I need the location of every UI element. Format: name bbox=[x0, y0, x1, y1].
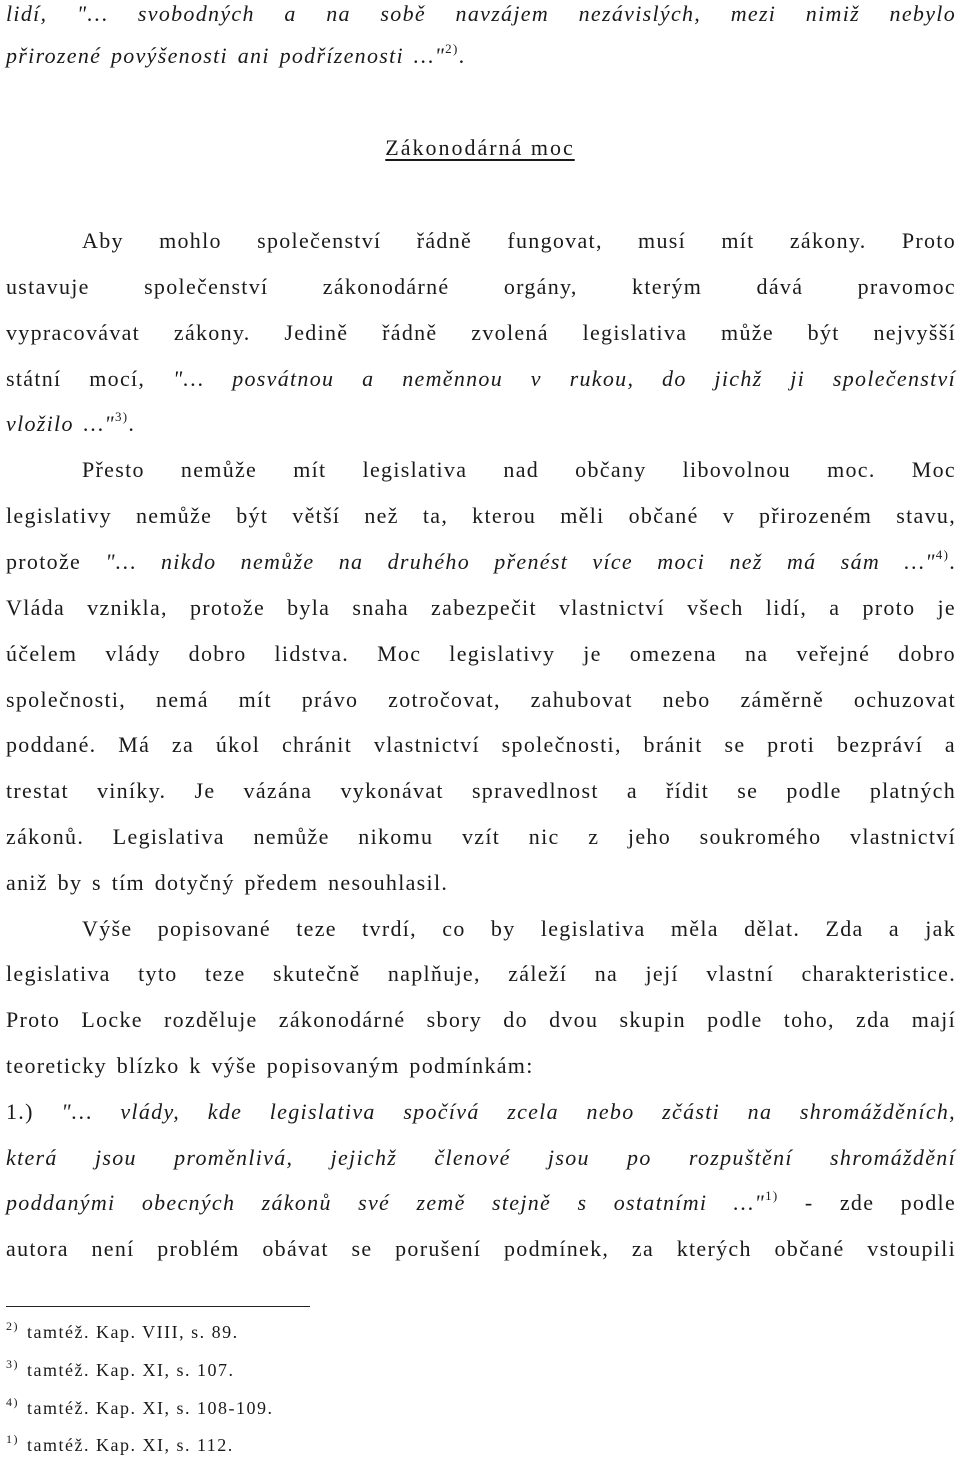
text-line bbox=[6, 319, 956, 347]
text-line bbox=[6, 686, 956, 714]
quote-segment: "… nikdo nemůže na druhého přenést více moci než má sám …" bbox=[105, 549, 936, 574]
text-segment: legislativy nemůže být větší než ta, kterou měli občané v přirozeném stavu, bbox=[6, 503, 956, 528]
text-line bbox=[82, 915, 956, 943]
text-line bbox=[6, 1235, 956, 1263]
footnote-mark: 3) bbox=[6, 1357, 19, 1371]
text-line bbox=[6, 548, 956, 576]
footnote bbox=[6, 1321, 239, 1343]
quote-segment: vložilo …" bbox=[6, 411, 115, 436]
text-segment: poddané. Má za úkol chránit vlastnictví společnosti, bránit se proti bezpráví a bbox=[6, 732, 956, 757]
footnote bbox=[6, 1397, 273, 1419]
text-segment: zákonů. Legislativa nemůže nikomu vzít nic z jeho soukromého vlastnictví bbox=[6, 824, 956, 849]
footnote-text: tamtéž. Kap. XI, s. 112. bbox=[27, 1435, 234, 1455]
quote-segment: která jsou proměnlivá, jejichž členové jsou po rozpuštění shromáždění bbox=[6, 1145, 956, 1170]
text-line bbox=[6, 640, 956, 668]
footnote-text: tamtéž. Kap. VIII, s. 89. bbox=[27, 1322, 239, 1342]
text-segment: vypracovávat zákony. Jedině řádně zvolená legislativa může být nejvyšší bbox=[6, 320, 956, 345]
footnote-text: tamtéž. Kap. XI, s. 107. bbox=[27, 1360, 235, 1380]
footnote-mark: 4) bbox=[6, 1395, 19, 1409]
text-segment: teoreticky blízko k výše popisovaným podmínkám: bbox=[6, 1053, 534, 1078]
text-segment: 1.) bbox=[6, 1099, 62, 1124]
text-line bbox=[6, 502, 956, 530]
footnote-ref: 1) bbox=[765, 1187, 779, 1203]
text-segment: protože bbox=[6, 549, 106, 574]
section-heading: Zákonodárná moc bbox=[385, 135, 575, 160]
text-segment: . bbox=[128, 411, 136, 436]
text-segment: Aby mohlo společenství řádně fungovat, musí mít zákony. Proto bbox=[82, 228, 956, 253]
text-segment: aniž by s tím dotyčný předem nesouhlasil. bbox=[6, 870, 449, 895]
text-line bbox=[6, 410, 956, 438]
footnote-text: tamtéž. Kap. XI, s. 108-109. bbox=[27, 1398, 274, 1418]
quote-segment: "… posvátnou a neměnnou v rukou, do jichž ji společenství bbox=[173, 366, 956, 391]
text-segment: legislativa tyto teze skutečně naplňuje, záleží na její vlastní charakteristice. bbox=[6, 961, 956, 986]
text-segment: Vláda vznikla, protože byla snaha zabezpečit vlastnictví všech lidí, a proto je bbox=[6, 595, 956, 620]
text-line bbox=[6, 869, 956, 897]
footnote-ref: 3) bbox=[114, 408, 129, 424]
text-line bbox=[6, 1098, 956, 1126]
text-segment: . bbox=[949, 549, 957, 574]
text-line bbox=[6, 1052, 956, 1080]
text-segment: Proto Locke rozděluje zákonodárné sbory do dvou skupin podle toho, zda mají bbox=[6, 1007, 956, 1032]
footnote-mark: 2) bbox=[6, 1319, 19, 1333]
text-segment: ustavuje společenství zákonodárné orgány, kterým dává pravomoc bbox=[6, 274, 956, 299]
text-segment: přirozené povýšenosti ani podřízenosti …" bbox=[6, 43, 446, 68]
text-segment: autora není problém obávat se porušení podmínek, za kterých občané vstoupili bbox=[6, 1236, 956, 1261]
text-line bbox=[6, 365, 956, 393]
footnote-divider bbox=[6, 1306, 310, 1307]
text-line bbox=[6, 1189, 956, 1217]
text-segment: lidí, "… svobodných a na sobě navzájem nezávislých, mezi nimiž nebylo bbox=[6, 1, 956, 26]
text-segment: . bbox=[458, 43, 466, 68]
text-segment: - zde podle bbox=[778, 1190, 957, 1215]
text-line bbox=[6, 273, 956, 301]
footnote-ref: 2) bbox=[445, 40, 459, 56]
text-segment: trestat viníky. Je vázána vykonávat spravedlnost a řídit se podle platných bbox=[6, 778, 956, 803]
text-line bbox=[6, 594, 956, 622]
footnote bbox=[6, 1434, 234, 1456]
footnote-ref: 4) bbox=[935, 546, 950, 562]
text-line bbox=[6, 1006, 956, 1034]
quote-segment: "… vlády, kde legislativa spočívá zcela nebo zčásti na shromážděních, bbox=[61, 1099, 956, 1124]
text-segment: státní mocí, bbox=[6, 366, 174, 391]
text-line bbox=[6, 777, 956, 805]
text-line bbox=[6, 823, 956, 851]
text-segment: účelem vlády dobro lidstva. Moc legislativy je omezena na veřejné dobro bbox=[6, 641, 956, 666]
text-line bbox=[6, 0, 956, 28]
text-line bbox=[82, 227, 956, 255]
text-line bbox=[6, 960, 956, 988]
text-line bbox=[82, 456, 956, 484]
quote-segment: poddanými obecných zákonů své země stejně s ostatními …" bbox=[6, 1190, 766, 1215]
footnote-mark: 1) bbox=[6, 1432, 19, 1446]
text-segment: Výše popisované teze tvrdí, co by legislativa měla dělat. Zda a jak bbox=[82, 916, 956, 941]
footnote bbox=[6, 1359, 234, 1381]
text-segment: Přesto nemůže mít legislativa nad občany libovolnou moc. Moc bbox=[82, 457, 956, 482]
text-segment: společnosti, nemá mít právo zotročovat, zahubovat nebo záměrně ochuzovat bbox=[6, 687, 956, 712]
text-line bbox=[6, 1144, 956, 1172]
text-line bbox=[6, 731, 956, 759]
text-line bbox=[6, 42, 956, 70]
